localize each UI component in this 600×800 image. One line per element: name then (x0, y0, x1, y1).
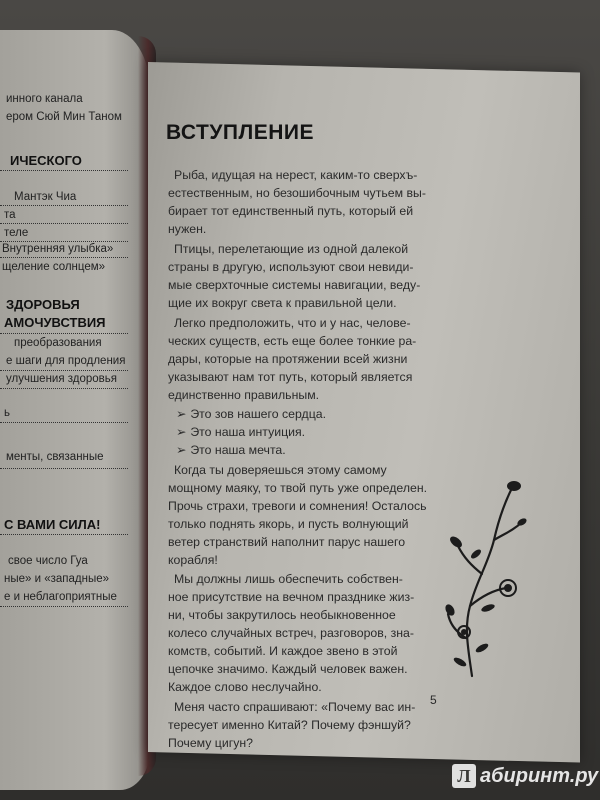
bullet-text: Это наша мечта. (190, 443, 286, 457)
paragraph-line: ческих существ, есть еще более тонкие ра- (168, 334, 417, 348)
toc-line: Мантэк Чиа (14, 191, 77, 203)
paragraph-line: дары, которые на протяжении всей жизни (168, 352, 408, 366)
paragraph-line: корабля! (168, 553, 218, 567)
labirint-watermark (452, 764, 598, 788)
paragraph-line: щие их вокруг света к правильной цели. (168, 296, 397, 310)
paragraph-line: ветер странствий наполнит парус нашего (168, 535, 406, 549)
toc-line: е шаги для продления (6, 355, 126, 367)
paragraph-line: естественным, но безошибочным чутьем вы- (168, 186, 426, 200)
paragraph-line: колесо случайных встреч, разговоров, зна- (168, 626, 414, 640)
toc-line: щеление солнцем» (2, 261, 106, 273)
paragraph-line: страны в другую, используют свои невиди- (168, 260, 414, 274)
chapter-heading: ВСТУПЛЕНИЕ (166, 121, 315, 144)
toc-rule (0, 422, 128, 423)
paragraph-line: комств, событий. И каждое звено в этой (168, 644, 398, 658)
paragraph-line: Каждое слово неслучайно. (168, 680, 322, 694)
paragraph-line: Почему цигун? (168, 736, 253, 750)
paragraph-line: мые сверхточные системы навигации, веду- (168, 278, 421, 292)
paragraph-line: бирает тот единственный путь, который ей (168, 204, 414, 218)
paragraph-line: Прочь страхи, тревоги и сомнения! Осталось (168, 499, 427, 513)
toc-rule (0, 223, 128, 224)
bullet-item (176, 407, 326, 422)
toc-rule (0, 606, 128, 607)
toc-line: ь (4, 407, 10, 419)
toc-rule (0, 534, 128, 535)
paragraph-line: Меня часто спрашивают: «Почему вас ин- (174, 700, 416, 714)
toc-rule (0, 388, 128, 389)
bullet-item (176, 425, 305, 440)
bullet-arrow-icon: ➢ (176, 443, 187, 457)
page-number: 5 (430, 693, 437, 707)
labirint-logo-icon: Л (452, 764, 476, 788)
paragraph-line: единственно правильным. (168, 388, 320, 402)
paragraph-line: ни, чтобы закрутилось необыкновенное (168, 608, 396, 622)
paragraph-line: указывают нам тот путь, который является (168, 370, 413, 384)
paragraph-line: мощному маяку, то твой путь уже определен. (168, 481, 428, 495)
toc-rule (0, 468, 128, 469)
paragraph-line: Птицы, перелетающие из одной далекой (174, 242, 409, 256)
bullet-item (176, 443, 286, 458)
toc-line: менты, связанные (6, 451, 104, 463)
paragraph-line: Когда ты доверяешься этому самому (174, 463, 387, 477)
toc-line: Внутренняя улыбка» (2, 243, 114, 255)
toc-line: инного канала (6, 93, 83, 105)
toc-rule (0, 205, 128, 206)
toc-rule (0, 333, 128, 334)
paragraph-line: только поднять якорь, и пусть волнующий (168, 517, 409, 531)
flower-ornament-icon (442, 478, 528, 678)
paragraph-line: Рыба, идущая на нерест, каким-то сверхъ- (174, 168, 418, 182)
bullet-arrow-icon: ➢ (176, 425, 187, 439)
toc-rule (0, 370, 128, 371)
toc-section-title: ЗДОРОВЬЯ (6, 297, 80, 312)
toc-line: ные» и «западные» (4, 573, 110, 585)
toc-section-title: АМОЧУВСТВИЯ (4, 315, 106, 330)
toc-line: преобразования (14, 337, 102, 349)
paragraph-line: ное присутствие на вечном празднике жиз- (168, 590, 415, 604)
toc-line: ером Сюй Мин Таном (6, 111, 122, 123)
toc-section-title: С ВАМИ СИЛА! (4, 517, 101, 532)
toc-rule (0, 257, 128, 258)
toc-line: е и неблагоприятные (4, 591, 117, 603)
paragraph-line: Легко предположить, что и у нас, челове- (174, 316, 411, 330)
bullet-arrow-icon: ➢ (176, 407, 187, 421)
toc-line: та (4, 209, 16, 221)
paragraph-line: тересует именно Китай? Почему фэншуй? (168, 718, 411, 732)
toc-line: теле (4, 227, 29, 239)
left-page (0, 30, 150, 790)
bullet-text: Это наша интуиция. (190, 425, 306, 439)
bullet-text: Это зов нашего сердца. (190, 407, 327, 421)
paragraph-line: нужен. (168, 222, 207, 236)
toc-line: улучшения здоровья (6, 373, 118, 385)
watermark-text: абиринт.ру (480, 764, 599, 787)
toc-section-title: ИЧЕСКОГО (10, 153, 82, 168)
toc-rule (0, 170, 128, 171)
toc-line: свое число Гуа (8, 555, 88, 567)
paragraph-line: Мы должны лишь обеспечить собствен- (174, 572, 403, 586)
paragraph-line: цепочке значимо. Каждый человек важен. (168, 662, 408, 676)
